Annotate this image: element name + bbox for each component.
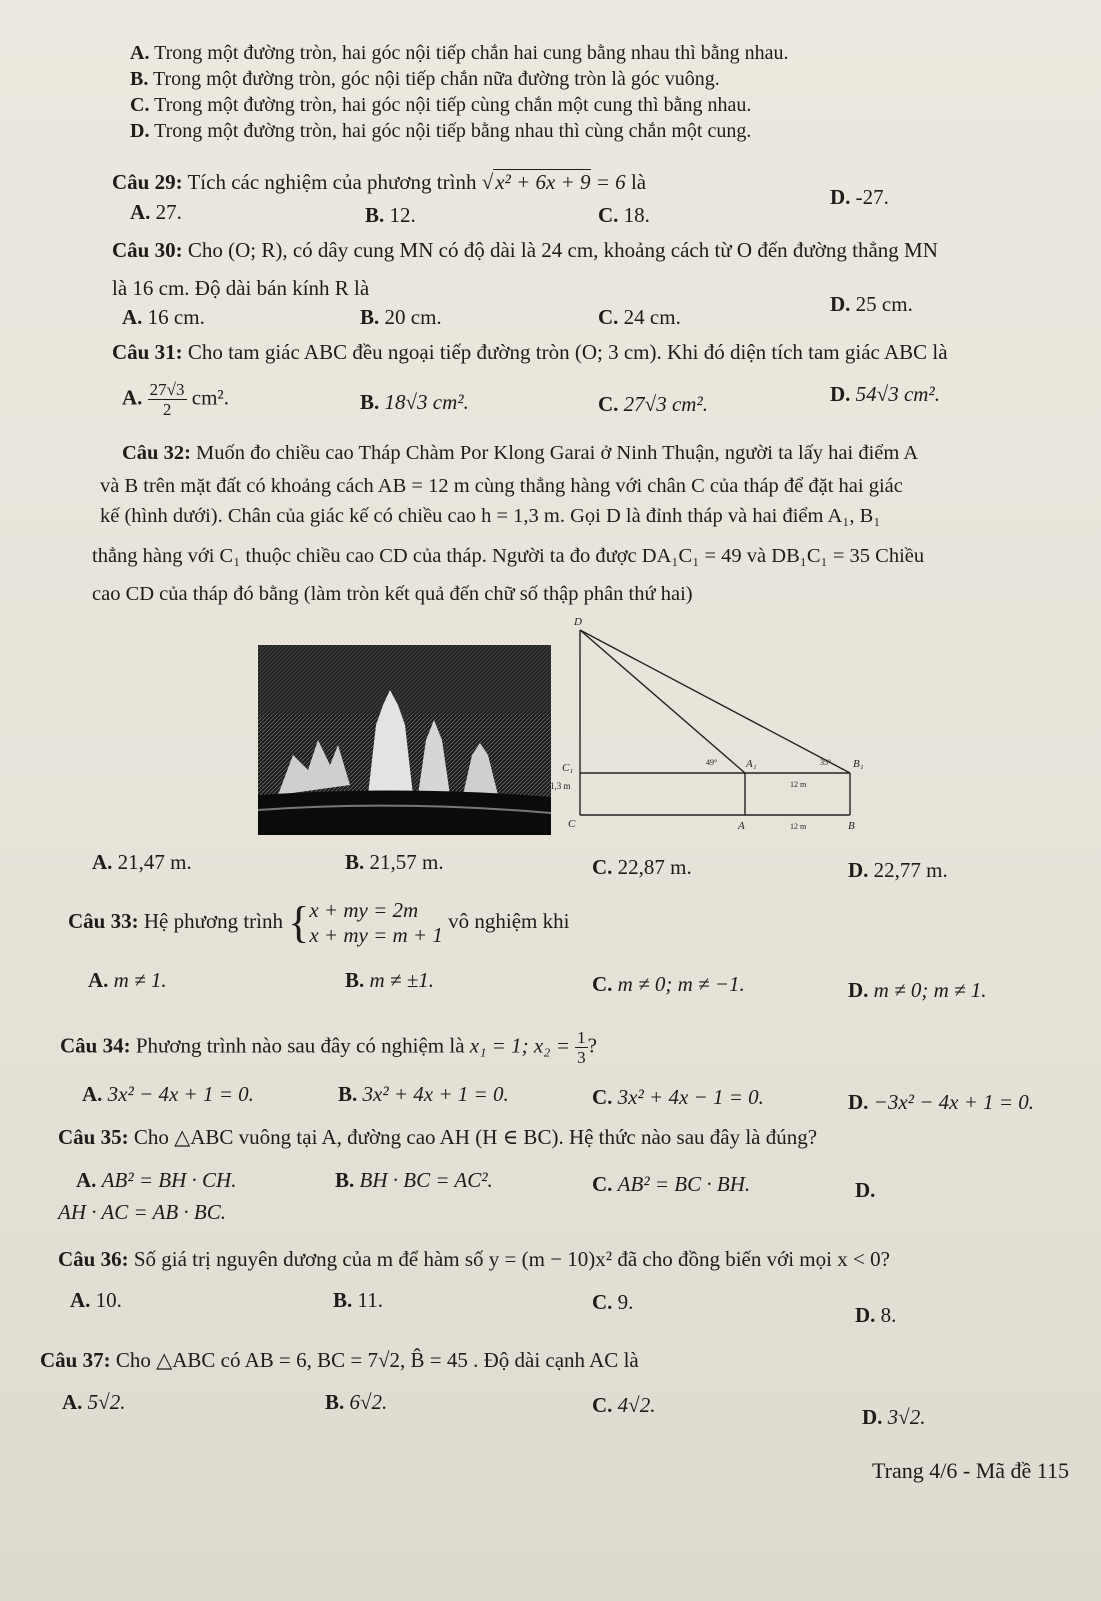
- q34-option-b: [338, 1082, 509, 1107]
- q37-label: Câu 37:: [40, 1348, 111, 1372]
- q34-text: Phương trình nào sau đây có nghiệm là: [135, 1033, 465, 1058]
- label-b: B: [848, 820, 855, 832]
- option-letter: C.: [598, 305, 619, 329]
- q30-option-d-text: 25 cm.: [855, 292, 913, 316]
- label-angle-35: 35°: [820, 758, 832, 767]
- option-letter: B.: [325, 1390, 345, 1414]
- q37-option-c: [592, 1393, 655, 1418]
- option-letter: D.: [848, 858, 869, 882]
- q29-option-c: [598, 203, 650, 228]
- option-letter: A.: [130, 42, 150, 64]
- q35-option-b: [335, 1168, 493, 1193]
- fraction-denominator: 3: [577, 1048, 586, 1067]
- tower-diagram: [550, 615, 890, 845]
- option-letter: C.: [592, 1085, 613, 1109]
- q34-option-a-text: 3x² − 4x + 1 = 0.: [107, 1082, 254, 1106]
- q37-option-a-text: 5√2.: [87, 1390, 126, 1414]
- q32-text-line3: kế (hình dưới). Chân của giác kế có chiều cao h = 1,3 m. Gọi D là đỉnh tháp và hai điểm A₁, B₁: [100, 505, 881, 527]
- label-distance-bottom: 12 m: [790, 822, 807, 831]
- q33-equation-1: x + my = 2m: [309, 898, 419, 922]
- q37-option-d-text: 3√2.: [887, 1405, 926, 1429]
- q33-option-a: [88, 968, 167, 993]
- q35-stem: [58, 1125, 817, 1150]
- q29-stem: [112, 170, 646, 195]
- q36-option-d: [855, 1303, 896, 1328]
- q29-option-a: [130, 200, 182, 225]
- q32-text-line4: thẳng hàng với C₁ thuộc chiều cao CD của tháp. Người ta đo được DA₁C₁ = 49 và DB₁C₁ = 35 Chiều: [92, 545, 925, 567]
- label-a: A: [738, 820, 745, 832]
- q36-stem: [58, 1247, 890, 1272]
- q32-text-line2: và B trên mặt đất có khoảng cách AB = 12 m cùng thẳng hàng với chân C của tháp để đặt hai giác: [100, 475, 903, 497]
- q34-option-c: [592, 1085, 764, 1110]
- q29-option-c-text: 18.: [623, 203, 650, 227]
- q32-stem-line5: [92, 583, 693, 606]
- q35-text: Cho △ABC vuông tại A, đường cao AH (H ∈ BC). Hệ thức nào sau đây là đúng?: [133, 1125, 818, 1149]
- label-distance-top: 12 m: [790, 780, 807, 789]
- q34-roots: x₁ = 1; x₂ =: [469, 1033, 570, 1058]
- q30-option-d: [830, 292, 913, 317]
- q31-option-b-text: 18√3 cm².: [384, 390, 469, 414]
- option-letter: B.: [360, 390, 380, 414]
- option-letter: A.: [88, 968, 109, 992]
- q31-option-a-fraction: [148, 380, 187, 419]
- q36-option-a: [70, 1288, 122, 1313]
- option-letter: A.: [122, 385, 143, 410]
- option-letter: C.: [598, 203, 619, 227]
- q36-label: Câu 36:: [58, 1247, 129, 1271]
- q30-stem-line1: [112, 238, 938, 263]
- q28-option-b-text: Trong một đường tròn, góc nội tiếp chắn nữa đường tròn là góc vuông.: [152, 68, 720, 90]
- label-c1: C₁: [562, 762, 574, 774]
- option-letter: D.: [830, 382, 851, 406]
- option-letter: C.: [592, 1172, 613, 1196]
- q31-option-a-unit: cm².: [191, 385, 229, 410]
- q32-stem-line2: [100, 475, 903, 498]
- q37-option-b: [325, 1390, 387, 1415]
- label-c: C: [568, 818, 576, 830]
- q33-option-d-text: m ≠ 0; m ≠ 1.: [873, 978, 987, 1002]
- q34-option-d: [848, 1090, 1034, 1115]
- q35-option-c: [592, 1172, 750, 1197]
- fraction-numerator: 27√3: [149, 380, 185, 399]
- q36-option-d-text: 8.: [880, 1303, 897, 1327]
- q29-text: Tích các nghiệm của phương trình: [187, 170, 477, 194]
- q35-option-c-text: AB² = BC · BH.: [617, 1172, 751, 1196]
- q33-option-c: [592, 972, 745, 997]
- option-letter: C.: [592, 855, 613, 879]
- q28-option-c-text: Trong một đường tròn, hai góc nội tiếp cùng chắn một cung thì bằng nhau.: [154, 94, 752, 116]
- q30-stem-line2: [112, 276, 369, 301]
- label-a1: A₁: [746, 758, 757, 770]
- option-letter: A.: [82, 1082, 103, 1106]
- q32-option-a-text: 21,47 m.: [117, 850, 192, 874]
- q32-stem-line4: [92, 545, 924, 568]
- label-angle-49: 49°: [706, 758, 718, 767]
- q34-question-mark: ?: [587, 1033, 597, 1058]
- q32-label: Câu 32:: [122, 442, 191, 464]
- q31-option-b: [360, 390, 469, 415]
- q29-option-b: [365, 203, 416, 228]
- q30-label: Câu 30:: [112, 238, 183, 262]
- q34-option-a: [82, 1082, 254, 1107]
- q37-option-b-text: 6√2.: [349, 1390, 388, 1414]
- option-letter: D.: [848, 978, 869, 1002]
- q32-option-d-text: 22,77 m.: [873, 858, 948, 882]
- q33-option-c-text: m ≠ 0; m ≠ −1.: [617, 972, 745, 996]
- q36-option-c-text: 9.: [617, 1290, 634, 1314]
- option-letter: C.: [592, 1393, 613, 1417]
- q31-option-a: [122, 380, 229, 419]
- q29-option-a-text: 27.: [155, 200, 182, 224]
- q33-system: [309, 898, 443, 948]
- q31-option-c-text: 27√3 cm².: [623, 392, 708, 416]
- page-footer: Trang 4/6 - Mã đề 115: [872, 1458, 1069, 1483]
- option-letter: D.: [848, 1090, 869, 1114]
- option-letter: B.: [335, 1168, 355, 1192]
- q31-option-d: [830, 382, 940, 407]
- q32-option-b: [345, 850, 444, 875]
- q32-option-c-text: 22,87 m.: [617, 855, 692, 879]
- q37-option-a: [62, 1390, 125, 1415]
- option-letter: B.: [130, 68, 149, 90]
- option-letter: A.: [92, 850, 113, 874]
- q31-text: Cho tam giác ABC đều ngoại tiếp đường tròn (O; 3 cm). Khi đó diện tích tam giác ABC là: [187, 340, 948, 364]
- fraction-numerator: 1: [577, 1028, 586, 1047]
- label-h: 1,3 m: [550, 781, 571, 791]
- q32-option-b-text: 21,57 m.: [369, 850, 444, 874]
- q36-option-b: [333, 1288, 383, 1313]
- option-letter: C.: [130, 94, 150, 116]
- option-letter: B.: [345, 850, 365, 874]
- system-brace: {: [288, 898, 310, 947]
- option-letter: D.: [855, 1303, 876, 1327]
- q32-option-d: [848, 858, 948, 883]
- q29-option-b-text: 12.: [389, 203, 416, 227]
- q30-option-b-text: 20 cm.: [384, 305, 442, 329]
- option-letter: D.: [855, 1178, 876, 1202]
- q30-text-line1: Cho (O; R), có dây cung MN có độ dài là 24 cm, khoảng cách từ O đến đường thẳng MN: [187, 238, 938, 262]
- q31-label: Câu 31:: [112, 340, 183, 364]
- q28-option-a-text: Trong một đường tròn, hai góc nội tiếp chắn hai cung bằng nhau thì bằng nhau.: [154, 42, 789, 64]
- q34-option-b-text: 3x² + 4x + 1 = 0.: [362, 1082, 509, 1106]
- option-letter: B.: [345, 968, 365, 992]
- q28-option-d-text: Trong một đường tròn, hai góc nội tiếp bằng nhau thì cùng chắn một cung.: [154, 120, 752, 142]
- q33-option-b: [345, 968, 434, 993]
- q33-equation-2: x + my = m + 1: [309, 923, 443, 947]
- q32-stem-line3: [100, 505, 881, 528]
- q29-rhs: = 6: [595, 170, 626, 194]
- option-letter: A.: [62, 1390, 83, 1414]
- q34-label: Câu 34:: [60, 1033, 131, 1058]
- option-letter: B.: [338, 1082, 358, 1106]
- q29-option-d-text: -27.: [855, 185, 889, 209]
- q30-text-line2: là 16 cm. Độ dài bán kính R là: [112, 276, 370, 300]
- q36-option-c: [592, 1290, 633, 1315]
- q29-radicand: x² + 6x + 9: [495, 170, 591, 194]
- option-letter: D.: [130, 120, 150, 142]
- option-letter: B.: [360, 305, 380, 329]
- q34-stem: [60, 1028, 597, 1067]
- option-letter: A.: [122, 305, 143, 329]
- q33-label: Câu 33:: [68, 908, 139, 933]
- q36-option-b-text: 11.: [357, 1288, 383, 1312]
- q33-option-a-text: m ≠ 1.: [113, 968, 167, 992]
- q35-option-a: [76, 1168, 236, 1193]
- option-letter: A.: [76, 1168, 97, 1192]
- option-letter: C.: [592, 972, 613, 996]
- q37-option-c-text: 4√2.: [617, 1393, 656, 1417]
- q35-option-d: [855, 1178, 875, 1203]
- q36-option-a-text: 10.: [95, 1288, 122, 1312]
- q35-option-d-formula: AH · AC = AB · BC.: [58, 1200, 226, 1224]
- q33-option-b-text: m ≠ ±1.: [369, 968, 434, 992]
- q30-option-c-text: 24 cm.: [623, 305, 681, 329]
- q28-option-a: [130, 42, 789, 65]
- q29-label: Câu 29:: [112, 170, 183, 194]
- tower-photo-illustration: [258, 645, 551, 835]
- q35-option-d-text: [58, 1200, 226, 1225]
- sight-line-da1: [580, 630, 745, 773]
- q32-stem-line1: [122, 442, 918, 465]
- q30-option-c: [598, 305, 681, 330]
- q35-option-a-text: AB² = BH · CH.: [101, 1168, 237, 1192]
- q31-option-c: [598, 392, 708, 417]
- option-letter: C.: [598, 392, 619, 416]
- q31-stem: [112, 340, 948, 365]
- q32-text-line1: Muốn đo chiều cao Tháp Chàm Por Klong Garai ở Ninh Thuận, người ta lấy hai điểm A: [196, 442, 919, 464]
- sight-line-db1: [580, 630, 850, 773]
- q28-option-c: [130, 94, 751, 117]
- option-letter: D.: [830, 185, 851, 209]
- label-d: D: [574, 616, 582, 628]
- q37-stem: [40, 1348, 639, 1373]
- fraction-denominator: 2: [162, 400, 172, 419]
- q30-option-a-text: 16 cm.: [147, 305, 205, 329]
- q37-option-d: [862, 1405, 925, 1430]
- q29-equation: √x² + 6x + 9 = 6: [481, 170, 626, 194]
- q33-text-after: vô nghiệm khi: [448, 908, 570, 933]
- q33-stem: [68, 898, 569, 948]
- q33-text: Hệ phương trình: [143, 908, 283, 933]
- q35-label: Câu 35:: [58, 1125, 129, 1149]
- q35-option-b-text: BH · BC = AC².: [359, 1168, 493, 1192]
- tower-photo: [258, 645, 551, 835]
- q32-option-a: [92, 850, 192, 875]
- q29-text-after: là: [630, 170, 647, 194]
- q32-text-line5: cao CD của tháp đó bằng (làm tròn kết quả đến chữ số thập phân thứ hai): [92, 583, 693, 605]
- q32-option-c: [592, 855, 692, 880]
- q28-option-d: [130, 120, 751, 143]
- option-letter: D.: [862, 1405, 883, 1429]
- q31-option-d-text: 54√3 cm².: [855, 382, 940, 406]
- option-letter: D.: [830, 292, 851, 316]
- option-letter: A.: [70, 1288, 91, 1312]
- q34-option-c-text: 3x² + 4x − 1 = 0.: [617, 1085, 764, 1109]
- option-letter: C.: [592, 1290, 613, 1314]
- q29-option-d: [830, 185, 889, 210]
- q30-option-b: [360, 305, 442, 330]
- q28-option-b: [130, 68, 720, 91]
- q33-option-d: [848, 978, 987, 1003]
- option-letter: B.: [333, 1288, 353, 1312]
- q34-option-d-text: −3x² − 4x + 1 = 0.: [873, 1090, 1035, 1114]
- option-letter: A.: [130, 200, 151, 224]
- label-b1: B₁: [853, 758, 864, 770]
- q37-text: Cho △ABC có AB = 6, BC = 7√2, B̂ = 45 . Độ dài cạnh AC là: [115, 1348, 639, 1372]
- q34-fraction: [575, 1028, 588, 1067]
- q36-text: Số giá trị nguyên dương của m để hàm số y = (m − 10)x² đã cho đồng biến với mọi x < 0?: [133, 1247, 890, 1271]
- q30-option-a: [122, 305, 205, 330]
- option-letter: B.: [365, 203, 385, 227]
